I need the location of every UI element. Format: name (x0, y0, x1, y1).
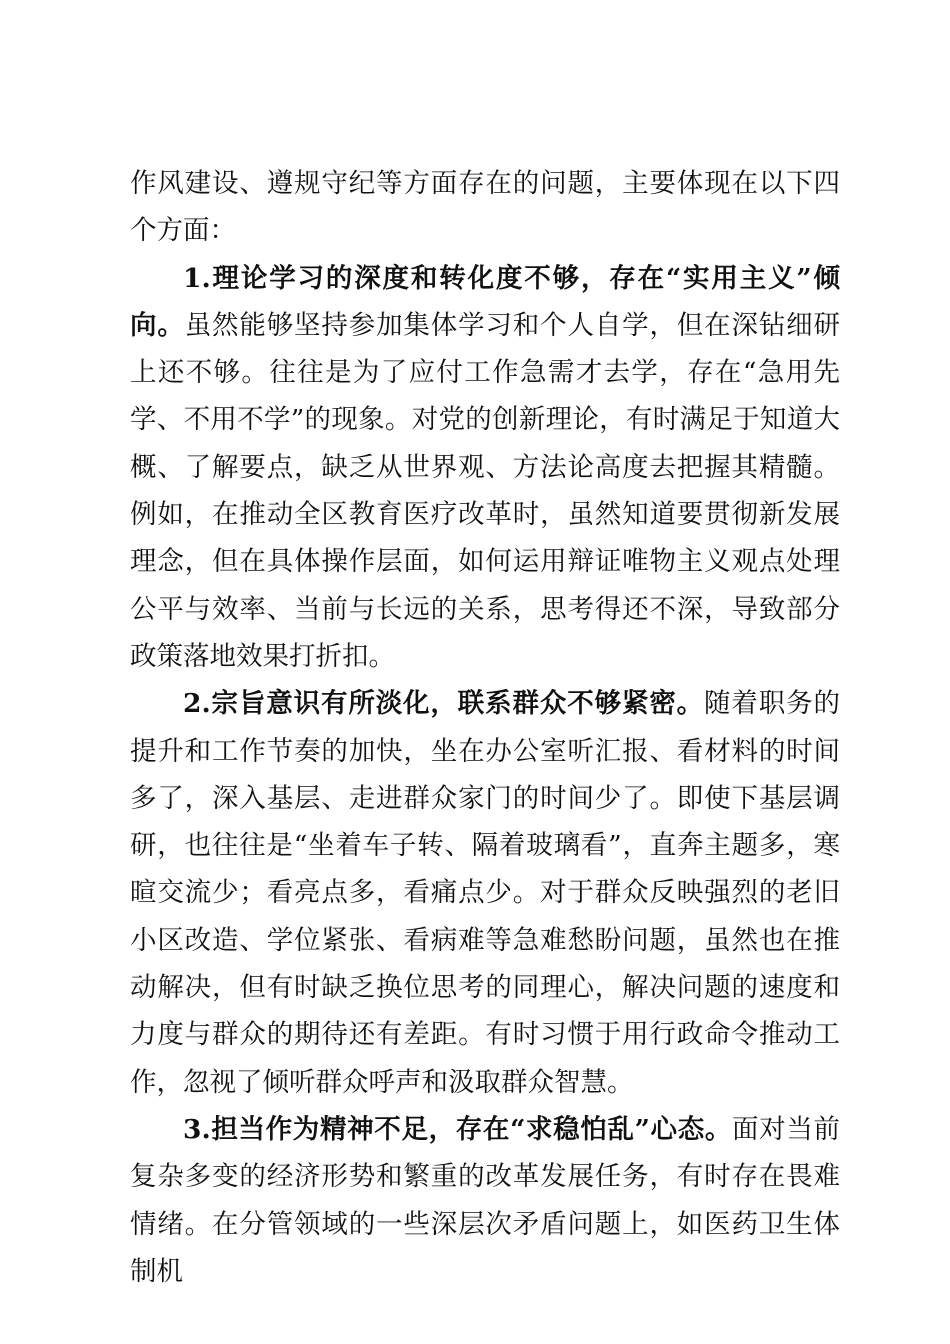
section-3-paragraph (130, 1106, 840, 1295)
section-1-body: 虽然能够坚持参加集体学习和个人自学，但在深钻细研上还不够。往往是为了应付工作急需才去学，存在“急用先学、不用不学”的现象。对党的创新理论，有时满足于知道大概、了解要点，缺乏从世界观、方法论高度去把握其精髓。例如，在推动全区教育医疗改革时，虽然知道要贯彻新发展理念，但在具体操作层面，如何运用辩证唯物主义观点处理公平与效率、当前与长远的关系，思考得还不深，导致部分政策落地效果打折扣。 (130, 309, 841, 672)
section-2-heading: 2.宗旨意识有所淡化，联系群众不够紧密。 (183, 688, 705, 720)
section-3-heading: 3.担当作为精神不足，存在“求稳怕乱”心态。 (183, 1113, 733, 1145)
section-1-paragraph (130, 255, 840, 681)
section-2-body: 随着职务的提升和工作节奏的加快，坐在办公室听汇报、看材料的时间多了，深入基层、走进群众家门的时间少了。即使下基层调研，也往往是“坐着车子转、隔着玻璃看”，直奔主题多，寒暄交流少；看亮点多，看痛点少。对于群众反映强烈的老旧小区改造、学位紧张、看病难等急难愁盼问题，虽然也在推动解决，但有时缺乏换位思考的同理心，解决问题的速度和力度与群众的期待还有差距。有时习惯于用行政命令推动工作，忽视了倾听群众呼声和汲取群众智慧。 (130, 688, 840, 1098)
section-3-body: 面对当前复杂多变的经济形势和繁重的改革发展任务，有时存在畏难情绪。在分管领域的一些深层次矛盾问题上，如医药卫生体制机 (130, 1113, 840, 1287)
intro-paragraph: 作风建设、遵规守纪等方面存在的问题，主要体现在以下四个方面： (130, 168, 840, 247)
section-1-heading: 1.理论学习的深度和转化度不够，存在“实用主义”倾向。 (130, 262, 840, 341)
section-2-paragraph (130, 680, 840, 1106)
document-body (130, 160, 840, 1295)
